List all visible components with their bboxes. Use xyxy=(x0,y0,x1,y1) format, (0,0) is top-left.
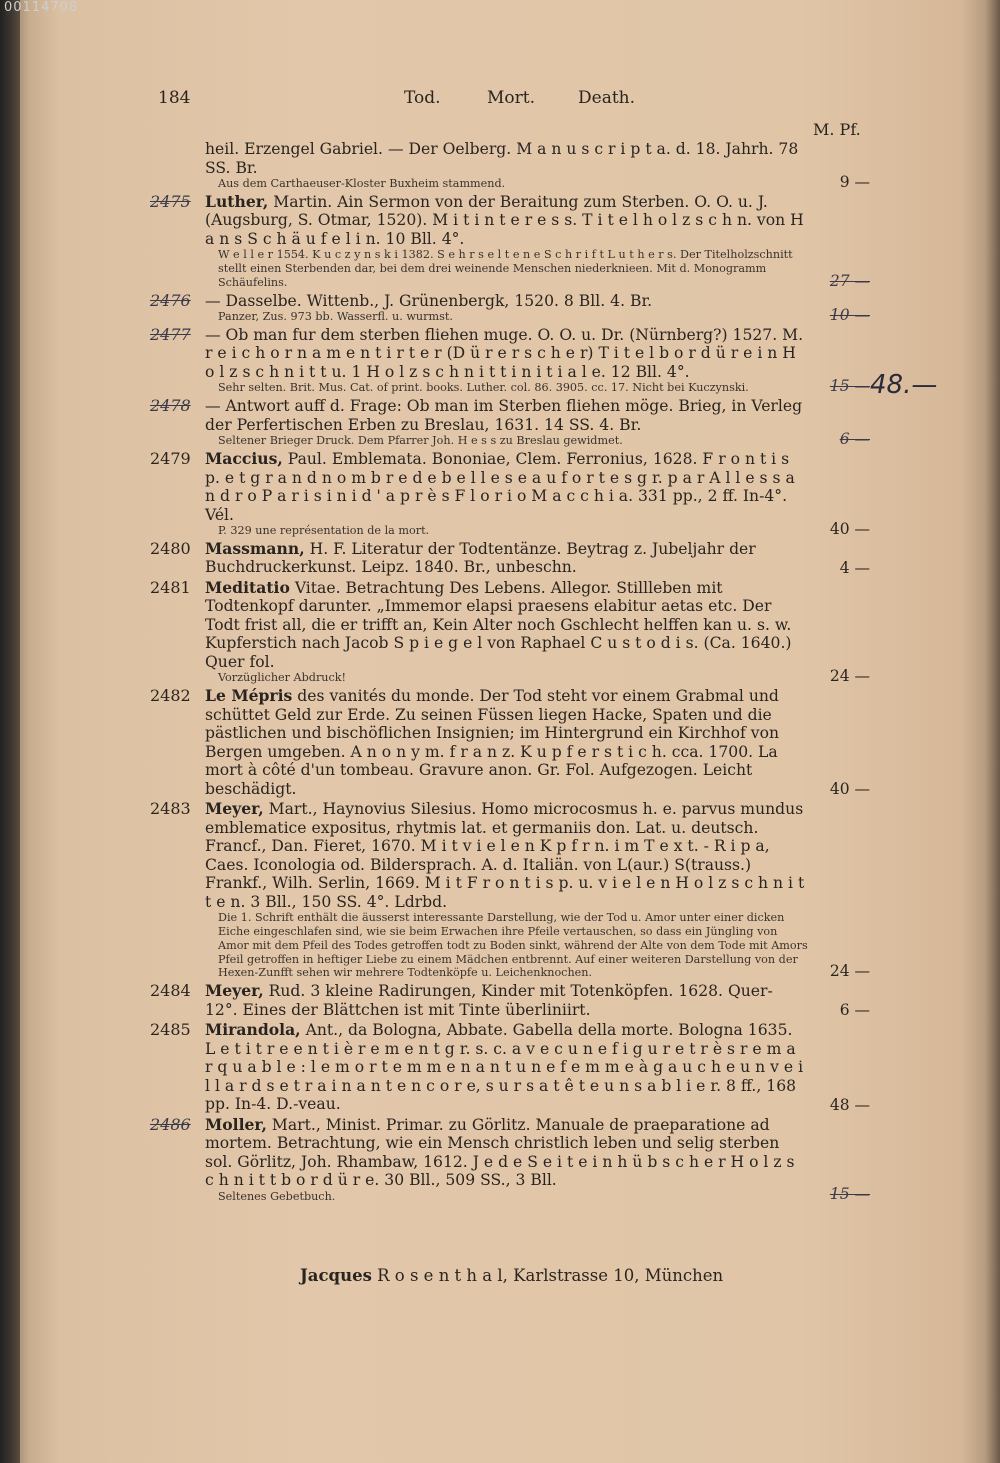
entry-price: 4 — xyxy=(839,558,870,577)
catalog-entry xyxy=(150,687,870,798)
catalog-entry xyxy=(150,140,870,191)
catalog-entry xyxy=(150,292,870,324)
entry-number: 2475 xyxy=(150,191,191,211)
entry-note: Seltenes Gebetbuch. xyxy=(218,1189,336,1203)
entry-description: — Ob man fur dem sterben fliehen muge. O. O. u. Dr. (Nürnberg?) 1527. M. r e i c h o r n a m e n t i r t e r (D ü r e r s c h e r) T i t e l b o r d ü r e i n H o l z s c h n i t t u. 1 H o l z s c h n i t t i n i t i a l e. 12 Bll. 4°. xyxy=(205,325,804,381)
entry-body xyxy=(205,140,805,177)
entry-number: 2479 xyxy=(150,449,191,469)
archive-stamp: 00114708 xyxy=(4,0,79,15)
handwritten-price-note: 48.— xyxy=(870,370,938,400)
entry-note: P. 329 une représentation de la mort. xyxy=(218,524,430,538)
entry-author: Meyer, xyxy=(205,799,264,819)
catalog-entries xyxy=(150,140,870,1290)
entry-description: Vitae. Betrachtung Des Lebens. Allegor. Stillleben mit Todtenkopf darunter. „Immemor elapsi praesens elabitur aetas etc. Der Todt frist all, die er trifft an, Kein Alter noch Gschlecht helffen kan u. s. w. Kupferstich nach Jacob S p i e g e l von Raphael C u s t o d i s. (Ca. 1640.) Quer fol. xyxy=(205,578,792,671)
footer-name: Jacques xyxy=(300,1266,372,1285)
entry-author: Maccius, xyxy=(205,449,283,469)
entry-number: 2477 xyxy=(150,324,191,344)
entry-description: heil. Erzengel Gabriel. — Der Oelberg. M a n u s c r i p t a. d. 18. Jahrh. 78 SS. Br. xyxy=(205,140,799,177)
entry-body xyxy=(205,1021,805,1114)
entry-price: 15 — xyxy=(829,1185,870,1204)
entry-number: 2483 xyxy=(150,799,191,819)
catalog-entry xyxy=(150,326,870,395)
entry-author: Moller, xyxy=(205,1114,267,1134)
entry-price: 48 — xyxy=(829,1095,870,1114)
entry-body xyxy=(205,450,805,524)
entry-body xyxy=(205,687,805,798)
catalog-entry xyxy=(150,1021,870,1114)
publisher-footer xyxy=(300,1266,723,1285)
entry-author: Meyer, xyxy=(205,981,264,1001)
entry-number: 2476 xyxy=(150,290,191,310)
entry-note: Vorzüglicher Abdruck! xyxy=(218,671,347,685)
entry-price: 40 — xyxy=(829,519,870,538)
entry-description: des vanités du monde. Der Tod steht vor einem Grabmal und schüttet Geld zur Erde. Zu seinen Füssen liegen Hacke, Spaten und die pästlichen und bischöflichen Insignien; im Hintergrund ein Kirchhof von Bergen umgeben. A n o n y m. f r a n z. K u p f e r s t i c h. cca. 1700. La mort à côté d'un tombeau. Gravure anon. Gr. Fol. Aufgezogen. Leicht beschädigt. xyxy=(205,687,780,798)
catalog-entry xyxy=(150,397,870,448)
entry-price: 40 — xyxy=(829,780,870,799)
page-number: 184 xyxy=(158,88,191,108)
entry-note: Panzer, Zus. 973 bb. Wasserfl. u. wurmst. xyxy=(218,310,453,324)
entry-number: 2485 xyxy=(150,1020,191,1040)
entry-number: 2482 xyxy=(150,686,191,706)
entry-note: Die 1. Schrift enthält die äusserst interessante Darstellung, wie der Tod u. Amor unter einer dicken Eiche eingeschlafen sind, wie sie beim Erwachen ihre Pfeile vertauschen, so dass ein Jüngling von Amor mit dem Pfeil des Todes getroffen todt zu Boden sinkt, während der Alte von dem Tode mit Amors Pfeil getroffen in heftiger Liebe zu einem Mädchen entbrennt. Auf einer weiteren Darstellung von der Hexen-Zunfft sehen wir mehrere Todtenköpfe u. Leichenknochen. xyxy=(218,911,808,980)
entry-description: Ant., da Bologna, Abbate. Gabella della morte. Bologna 1635. L e t i t r e e n t i è r e m e n t g r. s. c. a v e c u n e f i g u r e t r è s r e m a r q u a b l e : l e m o r t e m m e n a n t u n e f e m m e à g a u c h e u n v e i l l a r d s e t r a i n a n t e n c o r e, s u r s a t ê t e u n s a b l i e r. 8 ff., 168 pp. In-4. D.-veau. xyxy=(205,1021,804,1114)
entry-price: 10 — xyxy=(829,305,870,324)
entry-number: 2478 xyxy=(150,396,191,416)
entry-price: 6 — xyxy=(839,1001,870,1020)
entry-number: 2481 xyxy=(150,577,191,597)
entry-body xyxy=(205,326,805,382)
entry-number: 2480 xyxy=(150,538,191,558)
entry-description: Mart., Minist. Primar. zu Görlitz. Manuale de praeparatione ad mortem. Betrachtung, wie ein Mensch christlich leben und selig sterben sol. Görlitz, Joh. Rhambaw, 1612. J e d e S e i t e i n h ü b s c h e r H o l z s c h n i t t b o r d ü r e. 30 Bll., 509 SS., 3 Bll. xyxy=(205,1115,795,1190)
entry-body xyxy=(205,982,805,1019)
entry-price: 15 — xyxy=(829,377,870,396)
catalog-entry xyxy=(150,982,870,1019)
price-column-header: M. Pf. xyxy=(813,120,861,139)
catalog-entry xyxy=(150,450,870,538)
entry-price: 24 — xyxy=(829,667,870,686)
entry-description: Paul. Emblemata. Bononiae, Clem. Ferronius, 1628. F r o n t i s p. e t g r a n d n o m b r e d e b e l l e s e a u f o r t e s g r. p a r A l l e s s a n d r o P a r i s i n i d ' a p r è s F l o r i o M a c c h i a. 331 pp., 2 ff. In-4°. Vél. xyxy=(205,450,795,524)
entry-note: Seltener Brieger Druck. Dem Pfarrer Joh. H e s s zu Breslau gewidmet. xyxy=(218,434,623,448)
catalog-entry xyxy=(150,193,870,290)
running-head-death: Death. xyxy=(578,88,636,108)
entry-author: Meditatio xyxy=(205,577,290,597)
entry-author: Massmann, xyxy=(205,538,305,558)
entry-body xyxy=(205,193,805,249)
entry-body xyxy=(205,1116,805,1190)
entry-note: Sehr selten. Brit. Mus. Cat. of print. books. Luther. col. 86. 3905. cc. 17. Nicht bei Kuczynski. xyxy=(218,381,749,395)
entry-number: 2484 xyxy=(150,981,191,1001)
entry-body xyxy=(205,292,805,311)
entry-price: 9 — xyxy=(839,172,870,191)
entry-author: Mirandola, xyxy=(205,1020,301,1040)
catalog-entry xyxy=(150,579,870,685)
catalog-entry xyxy=(150,800,870,980)
entry-author: Luther, xyxy=(205,191,269,211)
catalog-entry xyxy=(150,1116,870,1204)
running-head-mort: Mort. xyxy=(487,88,536,108)
entry-author: Le Mépris xyxy=(205,686,293,706)
entry-price: 27 — xyxy=(829,271,870,290)
entry-note: Aus dem Carthaeuser-Kloster Buxheim stammend. xyxy=(218,177,506,190)
entry-body xyxy=(205,540,805,577)
entry-description: Rud. 3 kleine Radirungen, Kinder mit Totenköpfen. 1628. Quer-12°. Eines der Blättchen ist mit Tinte überliniirt. xyxy=(205,982,773,1019)
catalog-entry xyxy=(150,540,870,577)
running-head-tod: Tod. xyxy=(404,88,441,108)
entry-description: H. F. Literatur der Todtentänze. Beytrag z. Jubeljahr der Buchdruckerkunst. Leipz. 1840. Br., unbeschn. xyxy=(205,539,756,577)
entry-price: 6 — xyxy=(839,430,870,449)
entry-body xyxy=(205,800,805,911)
entry-description: Mart., Haynovius Silesius. Homo microcosmus h. e. parvus mundus emblematice expositus, rhytmis lat. et germaniis don. Lat. u. deutsch. Francf., Dan. Fieret, 1670. M i t v i e l e n K p f r n. i m T e x t. - R i p a, Caes. Iconologia od. Bildersprach. A. d. Italiän. von L(aur.) S(trauss.) Frankf., Wilh. Serlin, 1669. M i t F r o n t i s p. u. v i e l e n H o l z s c h n i t t e n. 3 Bll., 150 SS. 4°. Ldrbd. xyxy=(205,800,805,911)
entry-description: — Antwort auff d. Frage: Ob man im Sterben fliehen möge. Brieg, in Verleg der Perfertischen Erben zu Breslau, 1631. 14 SS. 4. Br. xyxy=(205,397,803,434)
book-spine xyxy=(0,0,20,1463)
entry-price: 24 — xyxy=(829,962,870,981)
entry-note: W e l l e r 1554. K u c z y n s k i 1382. S e h r s e l t e n e S c h r i f t L u t h e r s. Der Titelholzschnitt stellt einen Sterbenden dar, bei dem drei weinende Menschen niederknieen. Mit d. Monogramm Schäufelins. xyxy=(218,248,793,289)
footer-address: R o s e n t h a l, Karlstrasse 10, München xyxy=(371,1266,724,1285)
entry-number: 2486 xyxy=(150,1114,191,1134)
entry-body xyxy=(205,579,805,672)
entry-body xyxy=(205,397,805,434)
entry-description: Martin. Ain Sermon von der Beraitung zum Sterben. O. O. u. J. (Augsburg, S. Otmar, 1520). M i t i n t e r e s s. T i t e l h o l z s c h n. von H a n s S c h ä u f e l i n. 10 Bll. 4°. xyxy=(205,192,804,248)
entry-description: — Dasselbe. Wittenb., J. Grünenbergk, 1520. 8 Bll. 4. Br. xyxy=(205,291,653,310)
